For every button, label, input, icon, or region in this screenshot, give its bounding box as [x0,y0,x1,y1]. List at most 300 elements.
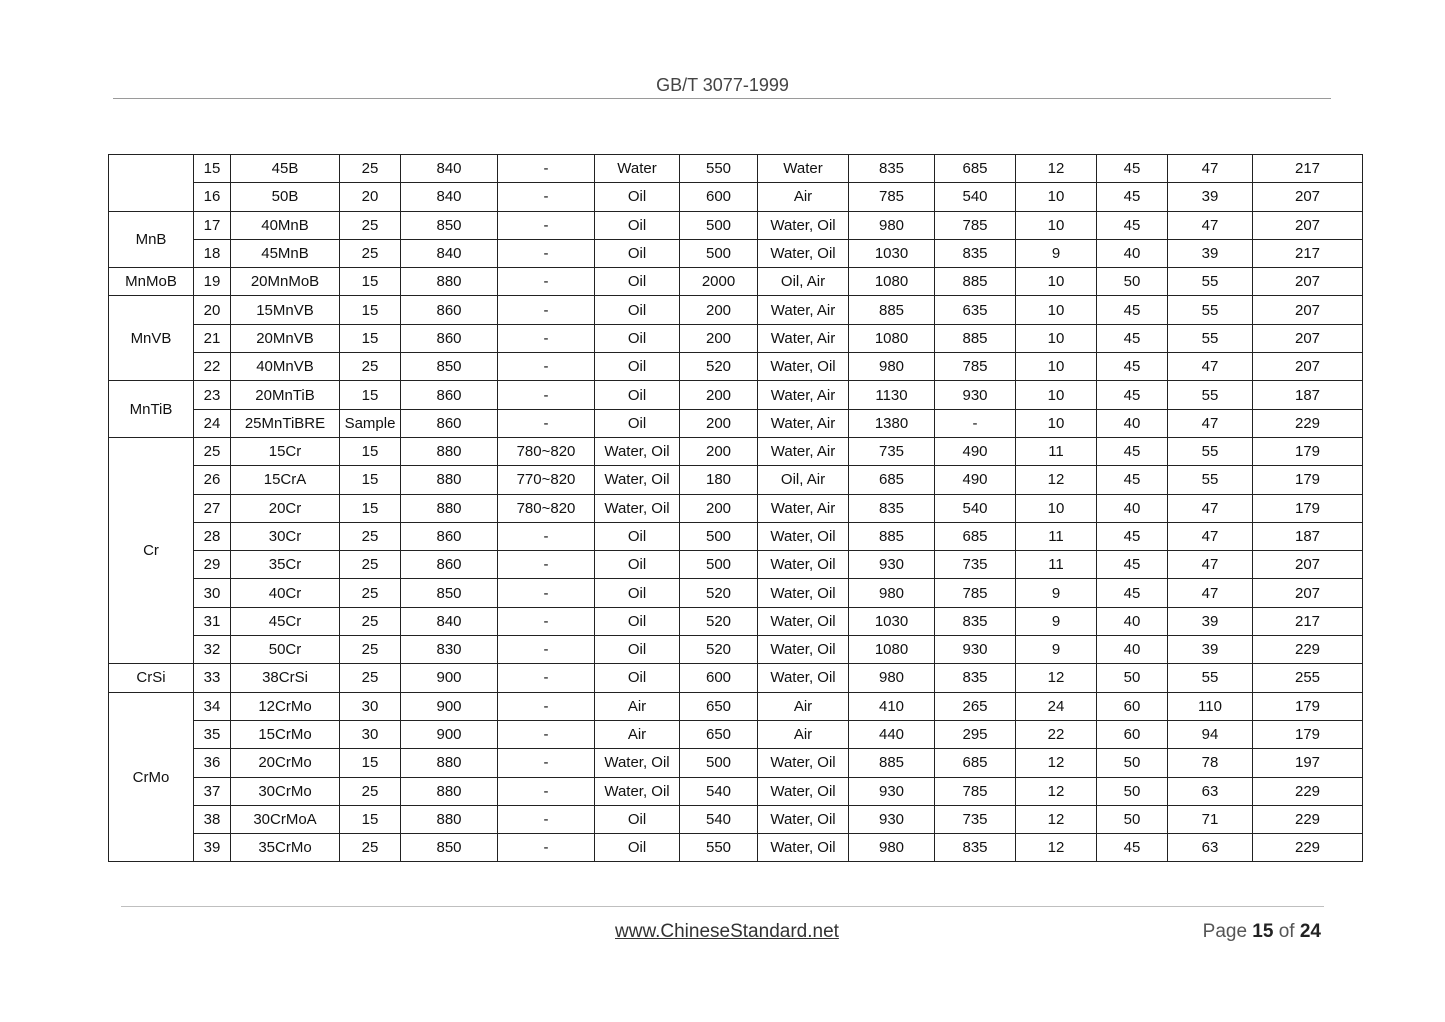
table-cell: 520 [680,353,758,381]
table-cell: 55 [1168,437,1253,465]
table-cell: 25 [340,239,401,267]
steel-group-cell: Cr [109,437,194,663]
table-cell: 860 [401,381,498,409]
table-cell: 229 [1253,777,1363,805]
table-cell: 780~820 [498,494,595,522]
table-row [109,381,1363,409]
table-cell: 207 [1253,353,1363,381]
table-cell: 1080 [849,268,935,296]
table-cell: 180 [680,466,758,494]
table-cell: Water [758,155,849,183]
table-cell: 930 [935,636,1016,664]
table-cell: 47 [1168,579,1253,607]
table-cell: Oil [595,579,680,607]
table-cell: 10 [1016,409,1097,437]
page-number [1203,921,1321,943]
table-cell: 840 [401,155,498,183]
table-row [109,607,1363,635]
table-cell: 500 [680,211,758,239]
table-cell: 15 [340,268,401,296]
table-cell: 217 [1253,155,1363,183]
table-cell: Oil [595,834,680,862]
table-cell: 540 [935,494,1016,522]
table-cell: 600 [680,183,758,211]
table-cell: 25 [340,579,401,607]
table-cell: 50 [1097,805,1168,833]
table-cell: Oil [595,522,680,550]
table-cell: 12 [1016,749,1097,777]
table-row [109,183,1363,211]
table-cell: 229 [1253,834,1363,862]
table-cell: 25 [340,777,401,805]
table-cell: Oil [595,664,680,692]
table-cell: Water, Air [758,296,849,324]
table-cell: 500 [680,749,758,777]
table-cell: 229 [1253,805,1363,833]
table-cell: Oil [595,296,680,324]
table-cell: Air [595,692,680,720]
table-cell: 207 [1253,324,1363,352]
table-cell: 25 [340,664,401,692]
table-cell: 55 [1168,324,1253,352]
table-cell: 39 [1168,239,1253,267]
table-cell: - [498,692,595,720]
table-cell: 12 [1016,155,1097,183]
table-cell: 835 [935,239,1016,267]
table-cell: Water, Oil [758,607,849,635]
table-cell: 11 [1016,551,1097,579]
table-cell: 207 [1253,551,1363,579]
table-cell: Air [758,720,849,748]
table-row [109,834,1363,862]
table-cell: 30CrMo [231,777,340,805]
table-cell: 30CrMoA [231,805,340,833]
table-cell: 47 [1168,494,1253,522]
table-cell: 12CrMo [231,692,340,720]
table-cell: 10 [1016,353,1097,381]
table-cell: 980 [849,579,935,607]
table-cell: - [498,522,595,550]
table-cell: Water, Air [758,324,849,352]
table-cell: 860 [401,296,498,324]
table-cell: 21 [194,324,231,352]
table-cell: 20CrMo [231,749,340,777]
table-cell: 63 [1168,834,1253,862]
table-cell: 930 [849,805,935,833]
table-cell: 15 [340,324,401,352]
table-cell: 25 [340,551,401,579]
footer-divider [121,906,1324,907]
table-cell: Oil [595,551,680,579]
table-cell: 50 [1097,777,1168,805]
table-cell: 25 [340,636,401,664]
table-cell: 38 [194,805,231,833]
table-cell: 179 [1253,437,1363,465]
table-cell: 50 [1097,268,1168,296]
table-cell: 850 [401,579,498,607]
table-cell: - [498,211,595,239]
page-prefix: Page [1202,921,1248,942]
header-divider [113,98,1331,99]
table-cell: 11 [1016,522,1097,550]
document-title: GB/T 3077-1999 [656,75,789,95]
table-cell: 179 [1253,720,1363,748]
steel-grades-table [108,154,1363,862]
table-cell: 12 [1016,805,1097,833]
page-current: 15 [1252,921,1274,942]
table-cell: 45 [1097,155,1168,183]
table-cell: 40Cr [231,579,340,607]
table-cell: 40MnVB [231,353,340,381]
table-cell: 63 [1168,777,1253,805]
table-cell: 45 [1097,324,1168,352]
table-cell: Water, Oil [758,579,849,607]
table-cell: Water, Oil [758,636,849,664]
table-cell: 540 [680,805,758,833]
table-cell: 685 [935,155,1016,183]
table-row [109,664,1363,692]
table-cell: 835 [935,607,1016,635]
table-cell: 25 [340,607,401,635]
table-cell: 880 [401,805,498,833]
table-cell: 735 [935,551,1016,579]
steel-group-cell [109,155,194,212]
page-of: of [1278,921,1295,942]
table-cell: Water, Oil [758,522,849,550]
table-cell: 200 [680,437,758,465]
table-cell: 23 [194,381,231,409]
table-cell: 15 [340,494,401,522]
table-cell: 540 [935,183,1016,211]
table-cell: 50B [231,183,340,211]
table-body [109,155,1363,862]
table-cell: 50 [1097,664,1168,692]
table-cell: - [498,664,595,692]
table-cell: 900 [401,692,498,720]
table-cell: 1080 [849,324,935,352]
table-cell: 930 [849,551,935,579]
table-cell: 12 [1016,834,1097,862]
table-cell: Water [595,155,680,183]
table-cell: 9 [1016,579,1097,607]
table-cell: 15CrMo [231,720,340,748]
table-cell: 187 [1253,522,1363,550]
table-cell: 860 [401,324,498,352]
table-cell: 1380 [849,409,935,437]
table-cell: Water, Oil [758,211,849,239]
table-cell: 45 [1097,551,1168,579]
table-row [109,324,1363,352]
table-cell: 20 [340,183,401,211]
table-cell: 11 [1016,437,1097,465]
table-cell: 200 [680,381,758,409]
table-cell: 785 [935,579,1016,607]
table-cell: 24 [1016,692,1097,720]
table-cell: 9 [1016,239,1097,267]
table-row [109,437,1363,465]
table-cell: 50Cr [231,636,340,664]
table-cell: Oil [595,239,680,267]
table-cell: 28 [194,522,231,550]
table-cell: 20MnMoB [231,268,340,296]
table-cell: - [498,805,595,833]
table-row [109,211,1363,239]
table-cell: 10 [1016,324,1097,352]
table-cell: 850 [401,834,498,862]
table-cell: 39 [1168,607,1253,635]
table-cell: 1130 [849,381,935,409]
table-cell: 60 [1097,692,1168,720]
table-cell: 45 [1097,466,1168,494]
table-cell: 550 [680,155,758,183]
table-cell: 27 [194,494,231,522]
table-cell: 12 [1016,777,1097,805]
table-cell: 650 [680,720,758,748]
table-cell: 45 [1097,522,1168,550]
table-cell: - [498,409,595,437]
table-cell: 25 [340,522,401,550]
table-cell: 32 [194,636,231,664]
table-cell: 880 [401,749,498,777]
table-row [109,466,1363,494]
steel-group-cell: MnB [109,211,194,268]
table-cell: 34 [194,692,231,720]
table-cell: Oil [595,409,680,437]
table-cell: 71 [1168,805,1253,833]
table-cell: 490 [935,466,1016,494]
table-row [109,268,1363,296]
table-cell: 10 [1016,183,1097,211]
table-row [109,409,1363,437]
table-cell: 15MnVB [231,296,340,324]
table-cell: 30Cr [231,522,340,550]
table-cell: - [498,551,595,579]
table-cell: 15 [340,805,401,833]
table-cell: Oil [595,607,680,635]
table-cell: 785 [849,183,935,211]
table-cell: 47 [1168,551,1253,579]
table-cell: - [498,324,595,352]
table-cell: 835 [849,155,935,183]
table-cell: Air [758,183,849,211]
table-cell: 850 [401,211,498,239]
table-cell: 207 [1253,268,1363,296]
table-cell: 1080 [849,636,935,664]
table-cell: 40 [1097,239,1168,267]
table-cell: 47 [1168,409,1253,437]
table-cell: 835 [935,834,1016,862]
table-cell: 885 [935,324,1016,352]
table-cell: 39 [1168,183,1253,211]
table-cell: 200 [680,409,758,437]
table-cell: 29 [194,551,231,579]
table-cell: 94 [1168,720,1253,748]
table-cell: 10 [1016,211,1097,239]
table-cell: 860 [401,551,498,579]
table-cell: Water, Air [758,494,849,522]
page-total: 24 [1299,921,1321,942]
table-cell: 15 [340,466,401,494]
table-cell: 197 [1253,749,1363,777]
table-cell: Water, Oil [595,437,680,465]
table-cell: 685 [935,749,1016,777]
table-cell: - [498,353,595,381]
table-cell: 885 [849,296,935,324]
table-cell: Water, Oil [758,353,849,381]
steel-group-cell: MnMoB [109,268,194,296]
table-cell: 30 [194,579,231,607]
table-cell: 265 [935,692,1016,720]
table-cell: 22 [1016,720,1097,748]
table-cell: 885 [849,749,935,777]
table-cell: 295 [935,720,1016,748]
table-cell: Oil, Air [758,268,849,296]
table-cell: Water, Oil [758,777,849,805]
table-cell: Water, Oil [595,494,680,522]
table-cell: Oil [595,636,680,664]
table-cell: 35Cr [231,551,340,579]
table-cell: Oil [595,211,680,239]
table-cell: 600 [680,664,758,692]
table-cell: 60 [1097,720,1168,748]
table-cell: Water, Oil [595,749,680,777]
table-cell: 685 [935,522,1016,550]
table-cell: Air [758,692,849,720]
table-cell: - [498,239,595,267]
steel-group-cell: MnTiB [109,381,194,438]
table-row [109,777,1363,805]
table-row [109,692,1363,720]
table-cell: 500 [680,239,758,267]
table-cell: 15 [340,749,401,777]
table-cell: - [498,155,595,183]
table-cell: 685 [849,466,935,494]
table-cell: 55 [1168,268,1253,296]
table-cell: 40 [1097,494,1168,522]
table-cell: 45B [231,155,340,183]
table-cell: 550 [680,834,758,862]
table-cell: 20 [194,296,231,324]
table-cell: Water, Oil [758,551,849,579]
table-cell: 15 [340,296,401,324]
table-cell: Oil [595,353,680,381]
website-link[interactable]: www.ChineseStandard.net [615,921,839,942]
table-cell: 735 [849,437,935,465]
table-cell: Water, Air [758,409,849,437]
table-cell: 207 [1253,579,1363,607]
table-cell: Oil [595,268,680,296]
table-cell: 45Cr [231,607,340,635]
table-cell: 9 [1016,607,1097,635]
table-row [109,636,1363,664]
table-cell: 187 [1253,381,1363,409]
table-cell: Air [595,720,680,748]
table-cell: 835 [935,664,1016,692]
table-cell: 520 [680,607,758,635]
table-cell: 207 [1253,296,1363,324]
table-cell: 840 [401,607,498,635]
table-cell: 735 [935,805,1016,833]
table-cell: 860 [401,522,498,550]
table-cell: 30 [340,692,401,720]
table-cell: 980 [849,834,935,862]
table-cell: 45 [1097,211,1168,239]
table-cell: 880 [401,466,498,494]
table-cell: 16 [194,183,231,211]
table-cell: 40 [1097,636,1168,664]
table-cell: 490 [935,437,1016,465]
table-row [109,353,1363,381]
table-cell: 20Cr [231,494,340,522]
table-cell: 15 [194,155,231,183]
table-cell: 10 [1016,381,1097,409]
table-cell: 15 [340,381,401,409]
table-cell: 47 [1168,155,1253,183]
table-cell: - [498,381,595,409]
table-cell: 930 [849,777,935,805]
table-cell: 45MnB [231,239,340,267]
table-cell: - [498,607,595,635]
table-cell: 650 [680,692,758,720]
table-cell: 880 [401,437,498,465]
table-cell: - [498,268,595,296]
table-cell: Oil [595,324,680,352]
table-row [109,551,1363,579]
table-cell: Water, Oil [758,749,849,777]
table-cell: 540 [680,777,758,805]
table-cell: 770~820 [498,466,595,494]
table-cell: 200 [680,296,758,324]
table-cell: 20MnTiB [231,381,340,409]
table-cell: 255 [1253,664,1363,692]
table-cell: 9 [1016,636,1097,664]
table-cell: 40 [1097,607,1168,635]
table-cell: 12 [1016,466,1097,494]
table-cell: 47 [1168,522,1253,550]
table-cell: 45 [1097,834,1168,862]
table-cell: 179 [1253,692,1363,720]
table-cell: - [498,636,595,664]
table-row [109,805,1363,833]
table-row [109,579,1363,607]
table-cell: Water, Oil [758,239,849,267]
table-cell: 440 [849,720,935,748]
table-cell: 200 [680,324,758,352]
table-cell: 45 [1097,296,1168,324]
table-cell: 179 [1253,466,1363,494]
table-cell: 18 [194,239,231,267]
table-row [109,296,1363,324]
table-row [109,494,1363,522]
table-cell: 500 [680,522,758,550]
table-cell: 520 [680,579,758,607]
table-cell: 229 [1253,409,1363,437]
table-cell: 900 [401,664,498,692]
table-cell: - [935,409,1016,437]
steel-group-cell: CrSi [109,664,194,692]
table-cell: 980 [849,211,935,239]
table-cell: 55 [1168,381,1253,409]
table-cell: 840 [401,183,498,211]
table-cell: 39 [194,834,231,862]
table-row [109,155,1363,183]
table-cell: 35 [194,720,231,748]
table-cell: 229 [1253,636,1363,664]
table-cell: 860 [401,409,498,437]
table-cell: 25 [340,834,401,862]
table-cell: 885 [849,522,935,550]
table-cell: 930 [935,381,1016,409]
